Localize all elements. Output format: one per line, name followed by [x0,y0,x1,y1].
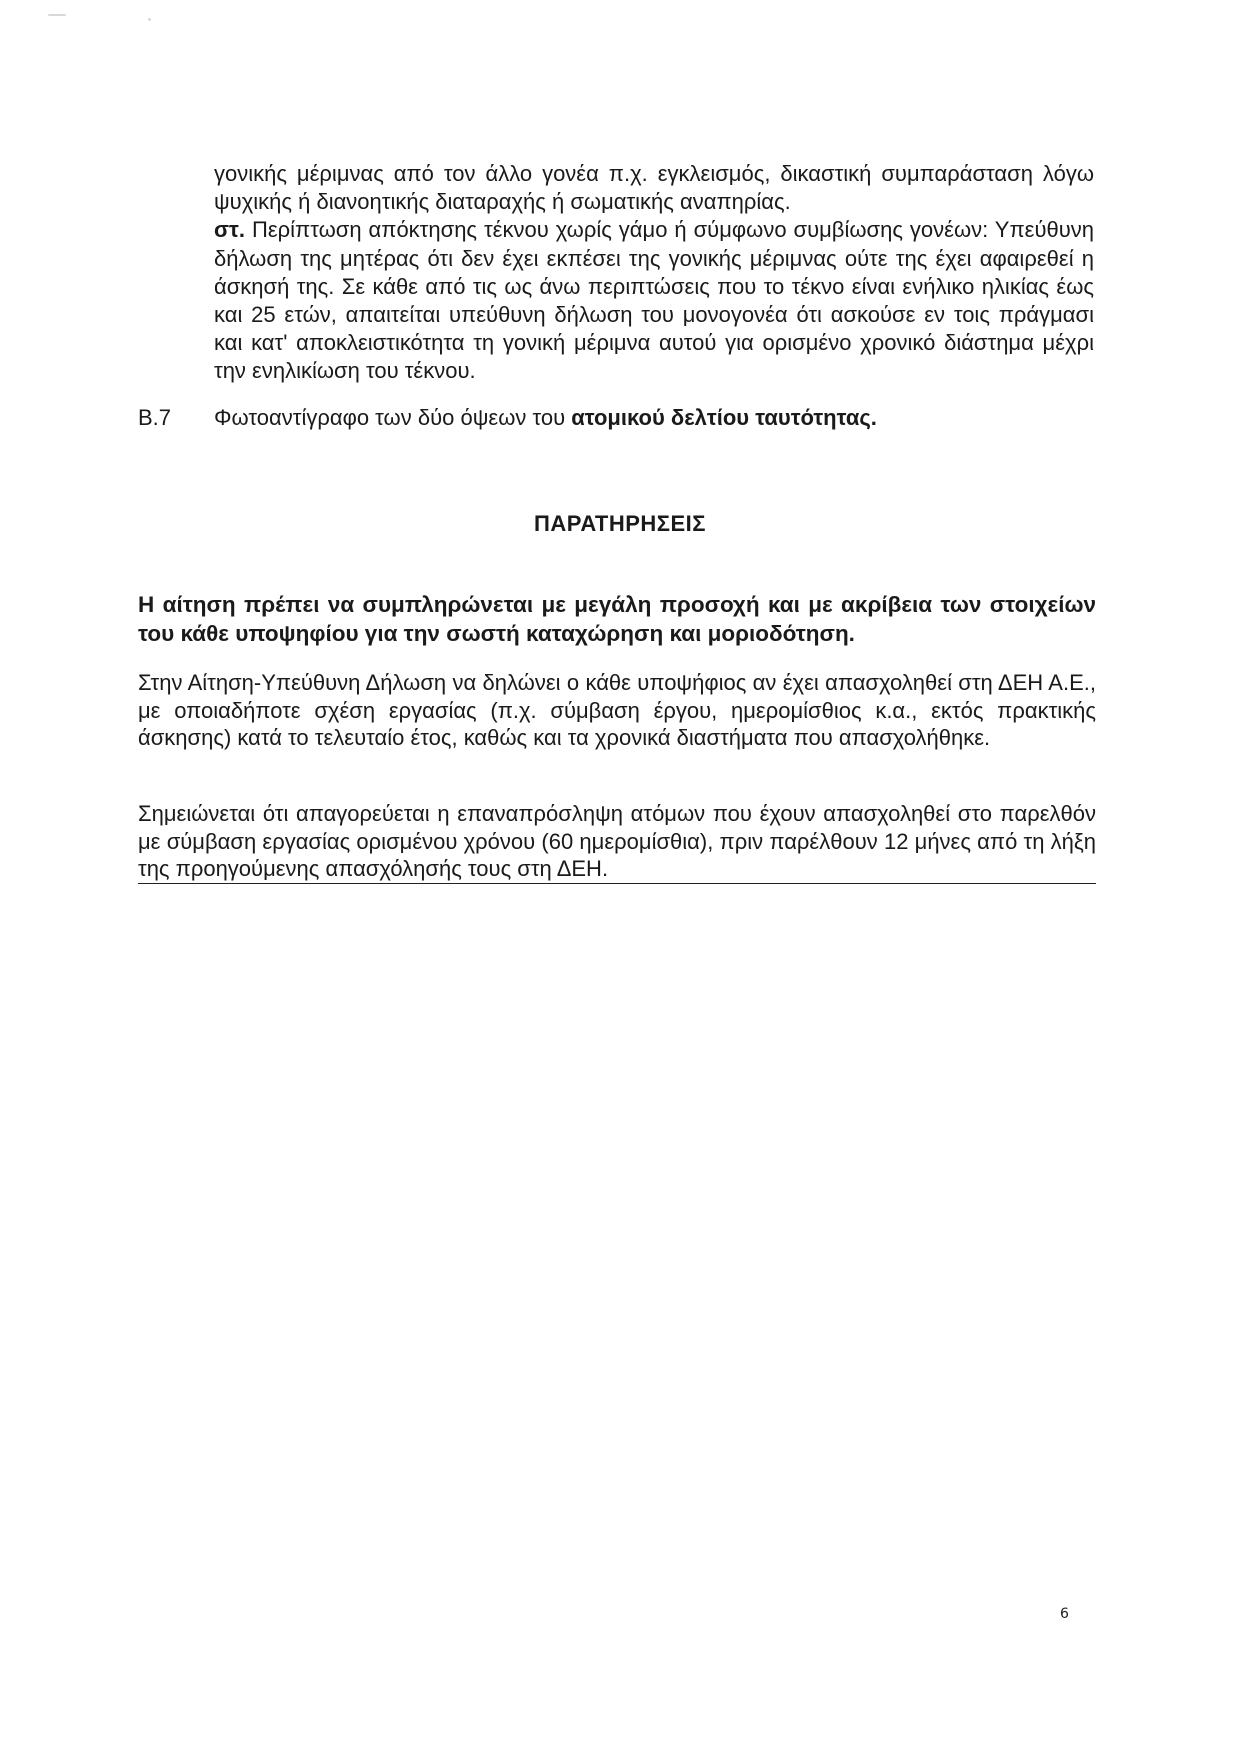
item-b7-text [214,404,877,432]
remarks-paragraph-1: Στην Αίτηση-Υπεύθυνη Δήλωση να δηλώνει ο κάθε υποψήφιος αν έχει απασχοληθεί στη ΔΕΗ Α.Ε., με οποιαδήποτε σχέση εργασίας (π.χ. σύμβαση έργου, ημερομίσθιος κ.α., εκτός πρακτικής άσκησης) κατά το τελευταίο έτος, καθώς και τα χρονικά διαστήματα που απασχολήθηκε. [138,670,1096,750]
remarks-notice: Η αίτηση πρέπει να συμπληρώνεται με μεγάλη προσοχή και με ακρίβεια των στοιχείων του κάθε υποψηφίου για την σωστή καταχώρηση και μοριοδότηση. [138,592,1096,646]
continuation-block [214,160,1094,386]
case-st-label: στ. [214,217,245,243]
item-b7-number: Β.7 [138,405,172,430]
case-st-paragraph [214,216,1094,385]
scan-speck [48,14,66,16]
item-b7-text-plain: Φωτοαντίγραφο των δύο όψεων του [214,405,572,430]
page-number: 6 [1060,1606,1069,1622]
underline-rule [138,883,1096,884]
remarks-paragraph-2: Σημειώνεται ότι απαγορεύεται η επαναπρόσληψη ατόμων που έχουν απασχοληθεί στο παρελθόν με σύμβαση εργασίας ορισμένου χρόνου (60 ημερομίσθια), πριν παρέλθουν 12 μήνες από τη λήξη της προηγούμενης απασχόλησής τους στη ΔΕΗ. [138,801,1096,881]
continuation-paragraph-a: γονικής μέριμνας από τον άλλο γονέα π.χ. εγκλεισμός, δικαστική συμπαράσταση λόγω ψυχικής ή διανοητικής διαταραχής ή σωματικής αναπηρίας. [214,161,1094,215]
item-b7-text-bold: ατομικού δελτίου ταυτότητας. [571,405,877,430]
scan-speck [148,18,151,21]
remarks-heading: ΠΑΡΑΤΗΡΗΣΕΙΣ [534,511,706,536]
case-st-text: Περίπτωση απόκτησης τέκνου χωρίς γάμο ή σύμφωνο συμβίωσης γονέων: Υπεύθυνη δήλωση της μητέρας ότι δεν έχει εκπέσει της γονικής μέριμνας ούτε της έχει αφαιρεθεί η άσκησή της. Σε κάθε από τις ως άνω περιπτώσεις που το τέκνο είναι ενήλικο ηλικίας έως και 25 ετών, απαιτείται υπεύθυνη δήλωση του μονογονέα ότι ασκούσε εν τοις πράγμασι και κατ' αποκλειστικότητα τη γονική μέριμνα αυτού για ορισμένο χρονικό διάστημα μέχρι την ενηλικίωση του τέκνου. [214,217,1094,384]
